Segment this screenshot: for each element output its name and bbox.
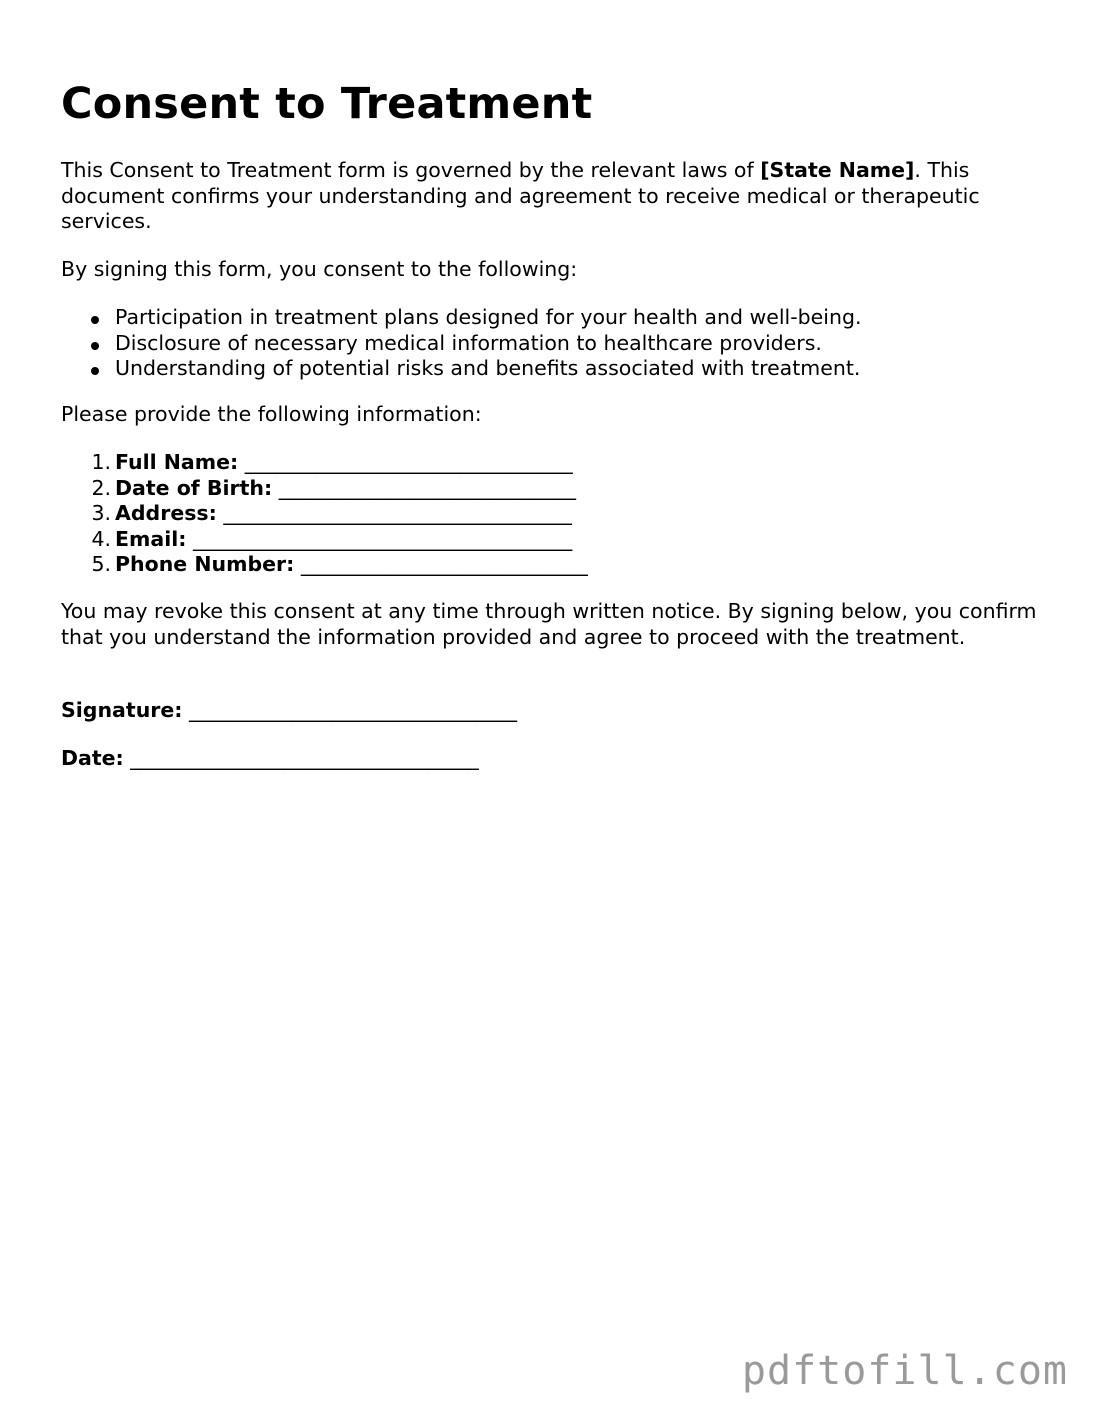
signature-blank[interactable]: ________________________________ xyxy=(189,698,518,722)
intro-text-after: . This document confirms your understanding and agreement to receive medical or therapeutic services. xyxy=(61,158,980,234)
bullet-icon xyxy=(91,342,99,350)
info-field-list xyxy=(61,450,1051,578)
date-line[interactable] xyxy=(61,746,1051,772)
date-of-birth-field[interactable]: 2. Date of Birth: _____________________________ xyxy=(91,475,576,500)
date-blank[interactable]: __________________________________ xyxy=(130,746,479,770)
address-field[interactable]: 3. Address: __________________________________ xyxy=(91,501,572,526)
info-lead: Please provide the following information: xyxy=(61,402,482,426)
phone-number-field[interactable]: 5. Phone Number: ____________________________ xyxy=(91,552,588,577)
signature-label: Signature: xyxy=(61,698,183,722)
state-name-placeholder: [State Name] xyxy=(760,158,915,182)
intro-paragraph xyxy=(61,158,1051,235)
date-of-birth-blank[interactable]: _____________________________ xyxy=(278,475,576,500)
phone-number-blank[interactable]: ____________________________ xyxy=(300,552,588,577)
signature-line[interactable] xyxy=(61,698,1051,724)
bullet-icon xyxy=(91,316,99,324)
list-item: Understanding of potential risks and benefits associated with treatment. xyxy=(61,356,1051,382)
revoke-paragraph: You may revoke this consent at any time through written notice. By signing below, you confirm that you understand the information provided and agree to proceed with the treatment. xyxy=(61,599,1037,649)
email-field[interactable]: 4. Email: _____________________________________ xyxy=(91,526,573,551)
bullet-icon xyxy=(91,367,99,375)
intro-text-before: This Consent to Treatment form is governed by the relevant laws of xyxy=(61,158,761,182)
address-blank[interactable]: __________________________________ xyxy=(223,501,572,526)
date-label: Date: xyxy=(61,746,124,770)
consent-list xyxy=(61,305,1051,382)
watermark: pdftofill.com xyxy=(741,1348,1068,1394)
list-item: Disclosure of necessary medical information to healthcare providers. xyxy=(61,331,1051,357)
consent-lead: By signing this form, you consent to the following: xyxy=(61,257,578,281)
email-blank[interactable]: _____________________________________ xyxy=(192,526,573,551)
list-item: Participation in treatment plans designed for your health and well-being. xyxy=(61,305,1051,331)
full-name-blank[interactable]: ________________________________ xyxy=(244,450,573,474)
page-title: Consent to Treatment xyxy=(61,79,593,129)
full-name-field[interactable]: 1. Full Name: ________________________________ xyxy=(91,450,573,474)
